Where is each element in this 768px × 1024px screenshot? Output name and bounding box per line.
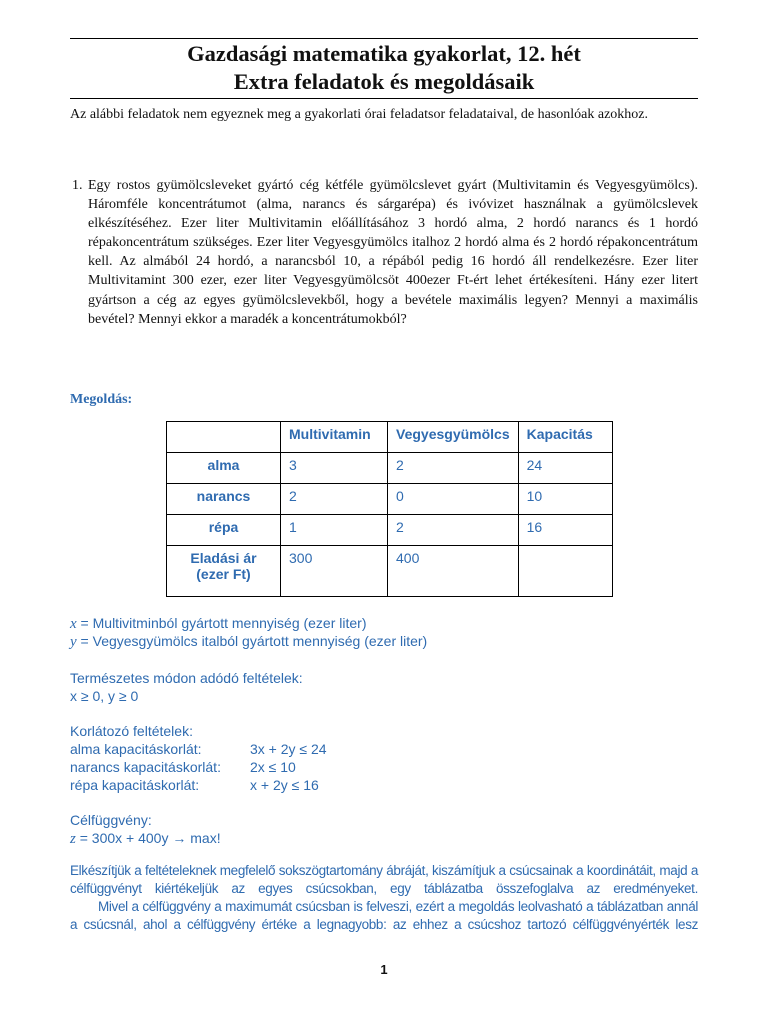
title-line-1: Gazdasági matematika gyakorlat, 12. hét (187, 41, 581, 66)
page-title (70, 40, 698, 96)
natural-constraints (70, 669, 303, 705)
variable-definitions (70, 614, 427, 650)
problem-number: 1. (72, 178, 83, 193)
limiting-constraints (70, 722, 698, 794)
table-row (167, 546, 613, 597)
objective-heading: Célfüggvény: (70, 812, 152, 828)
table-row (167, 453, 613, 484)
table-row (167, 484, 613, 515)
y-definition: y = Vegyesgyümölcs italból gyártott mennyiség (ezer liter) (70, 633, 428, 650)
table-row-label: répa (167, 515, 281, 546)
table-cell: 24 (518, 453, 612, 484)
title-top-rule (70, 38, 698, 39)
table-cell: 400 (388, 546, 519, 597)
table-cell (518, 546, 612, 597)
table-header-cell (167, 422, 281, 453)
table-header-cell: Vegyesgyümölcs (388, 422, 519, 453)
paragraph-1: Elkészítjük a feltételeknek megfelelő sokszögtartomány ábráját, kiszámítjuk a csúcsainak a koordinátáit, majd a célfüggvényt kiértékeljük az egyes csúcsokban, egy táblázatba összefoglalva az eredményeket. (70, 863, 698, 896)
table-row-label: narancs (167, 484, 281, 515)
table-cell: 2 (388, 515, 519, 546)
price-label-line-2: (ezer Ft) (196, 566, 251, 582)
table-cell: 10 (518, 484, 612, 515)
table-cell: 2 (281, 484, 388, 515)
page-number: 1 (380, 962, 388, 977)
table-cell: 1 (281, 515, 388, 546)
natural-constraints-heading: Természetes módon adódó feltételek: (70, 670, 303, 686)
objective-expr: z = 300x + 400y → max! (70, 830, 221, 847)
natural-constraints-expr: x ≥ 0, y ≥ 0 (70, 688, 139, 704)
title-line-2: Extra feladatok és megoldásaik (233, 69, 535, 94)
price-label-line-1: Eladási ár (190, 550, 257, 566)
limiting-constraints-heading: Korlátozó feltételek: (70, 723, 193, 739)
constraint-row: narancs kapacitáskorlát: 2x ≤ 10 (70, 759, 296, 775)
solution-heading: Megoldás: (70, 392, 133, 407)
table-header-cell: Kapacitás (518, 422, 612, 453)
x-definition: x = Multivitminból gyártott mennyiség (ezer liter) (70, 615, 367, 632)
problem-1 (70, 176, 698, 329)
table-row (167, 515, 613, 546)
table-cell: 16 (518, 515, 612, 546)
table-row-label (167, 546, 281, 597)
solution-paragraph (70, 862, 698, 934)
table-header-cell: Multivitamin (281, 422, 388, 453)
table-cell: 300 (281, 546, 388, 597)
objective-function (70, 811, 221, 847)
intro-text: Az alábbi feladatok nem egyeznek meg a gyakorlati órai feladatsor feladataival, de hasonlóak azokhoz. (70, 107, 649, 122)
constraint-row: alma kapacitáskorlát: 3x + 2y ≤ 24 (70, 741, 327, 757)
table-cell: 0 (388, 484, 519, 515)
table-row-label: alma (167, 453, 281, 484)
paragraph-2: Mivel a célfüggvény a maximumát csúcsban is felveszi, ezért a megoldás leolvasható a táblázatban annál a csúcsnál, ahol a célfüggvény értéke a legnagyobb: az ehhez a csúcshoz tartozó célfüggvényérték lesz (70, 899, 698, 932)
title-bottom-rule (70, 98, 698, 99)
problem-text: Egy rostos gyümölcsleveket gyártó cég kétféle gyümölcslevet gyárt (Multivitamin és Vegyesgyümölcs). Háromféle koncentrátumot (alma, narancs és sárgarépa) és ivóvizet használnak a gyümölcslevek elkészítéséhez. Ezer liter Multivitamin előállításához 3 hordó alma, 2 hordó narancs és 1 hordó répakoncentrátum szükséges. Ezer liter Vegyesgyümölcs italhoz 2 hordó alma és 2 hordó répakoncentrátum kell. Az almából 24 hordó, a narancsból 10, a répából pedig 16 hordó áll rendelkezésre. Ezer liter Multivitamint 300 ezer, ezer liter Vegyesgyümölcsöt 400ezer Ft-ért lehet értékesíteni. Hány ezer litert gyártson a cég az egyes gyümölcslevekből, hogy a bevétele maximális legyen? Mennyi a maximális bevétel? Mennyi ekkor a maradék a koncentrátumokból? (88, 178, 698, 327)
constraint-row: répa kapacitáskorlát: x + 2y ≤ 16 (70, 777, 319, 793)
table-header-row (167, 422, 613, 453)
table-cell: 3 (281, 453, 388, 484)
table-cell: 2 (388, 453, 519, 484)
data-table (166, 421, 613, 597)
